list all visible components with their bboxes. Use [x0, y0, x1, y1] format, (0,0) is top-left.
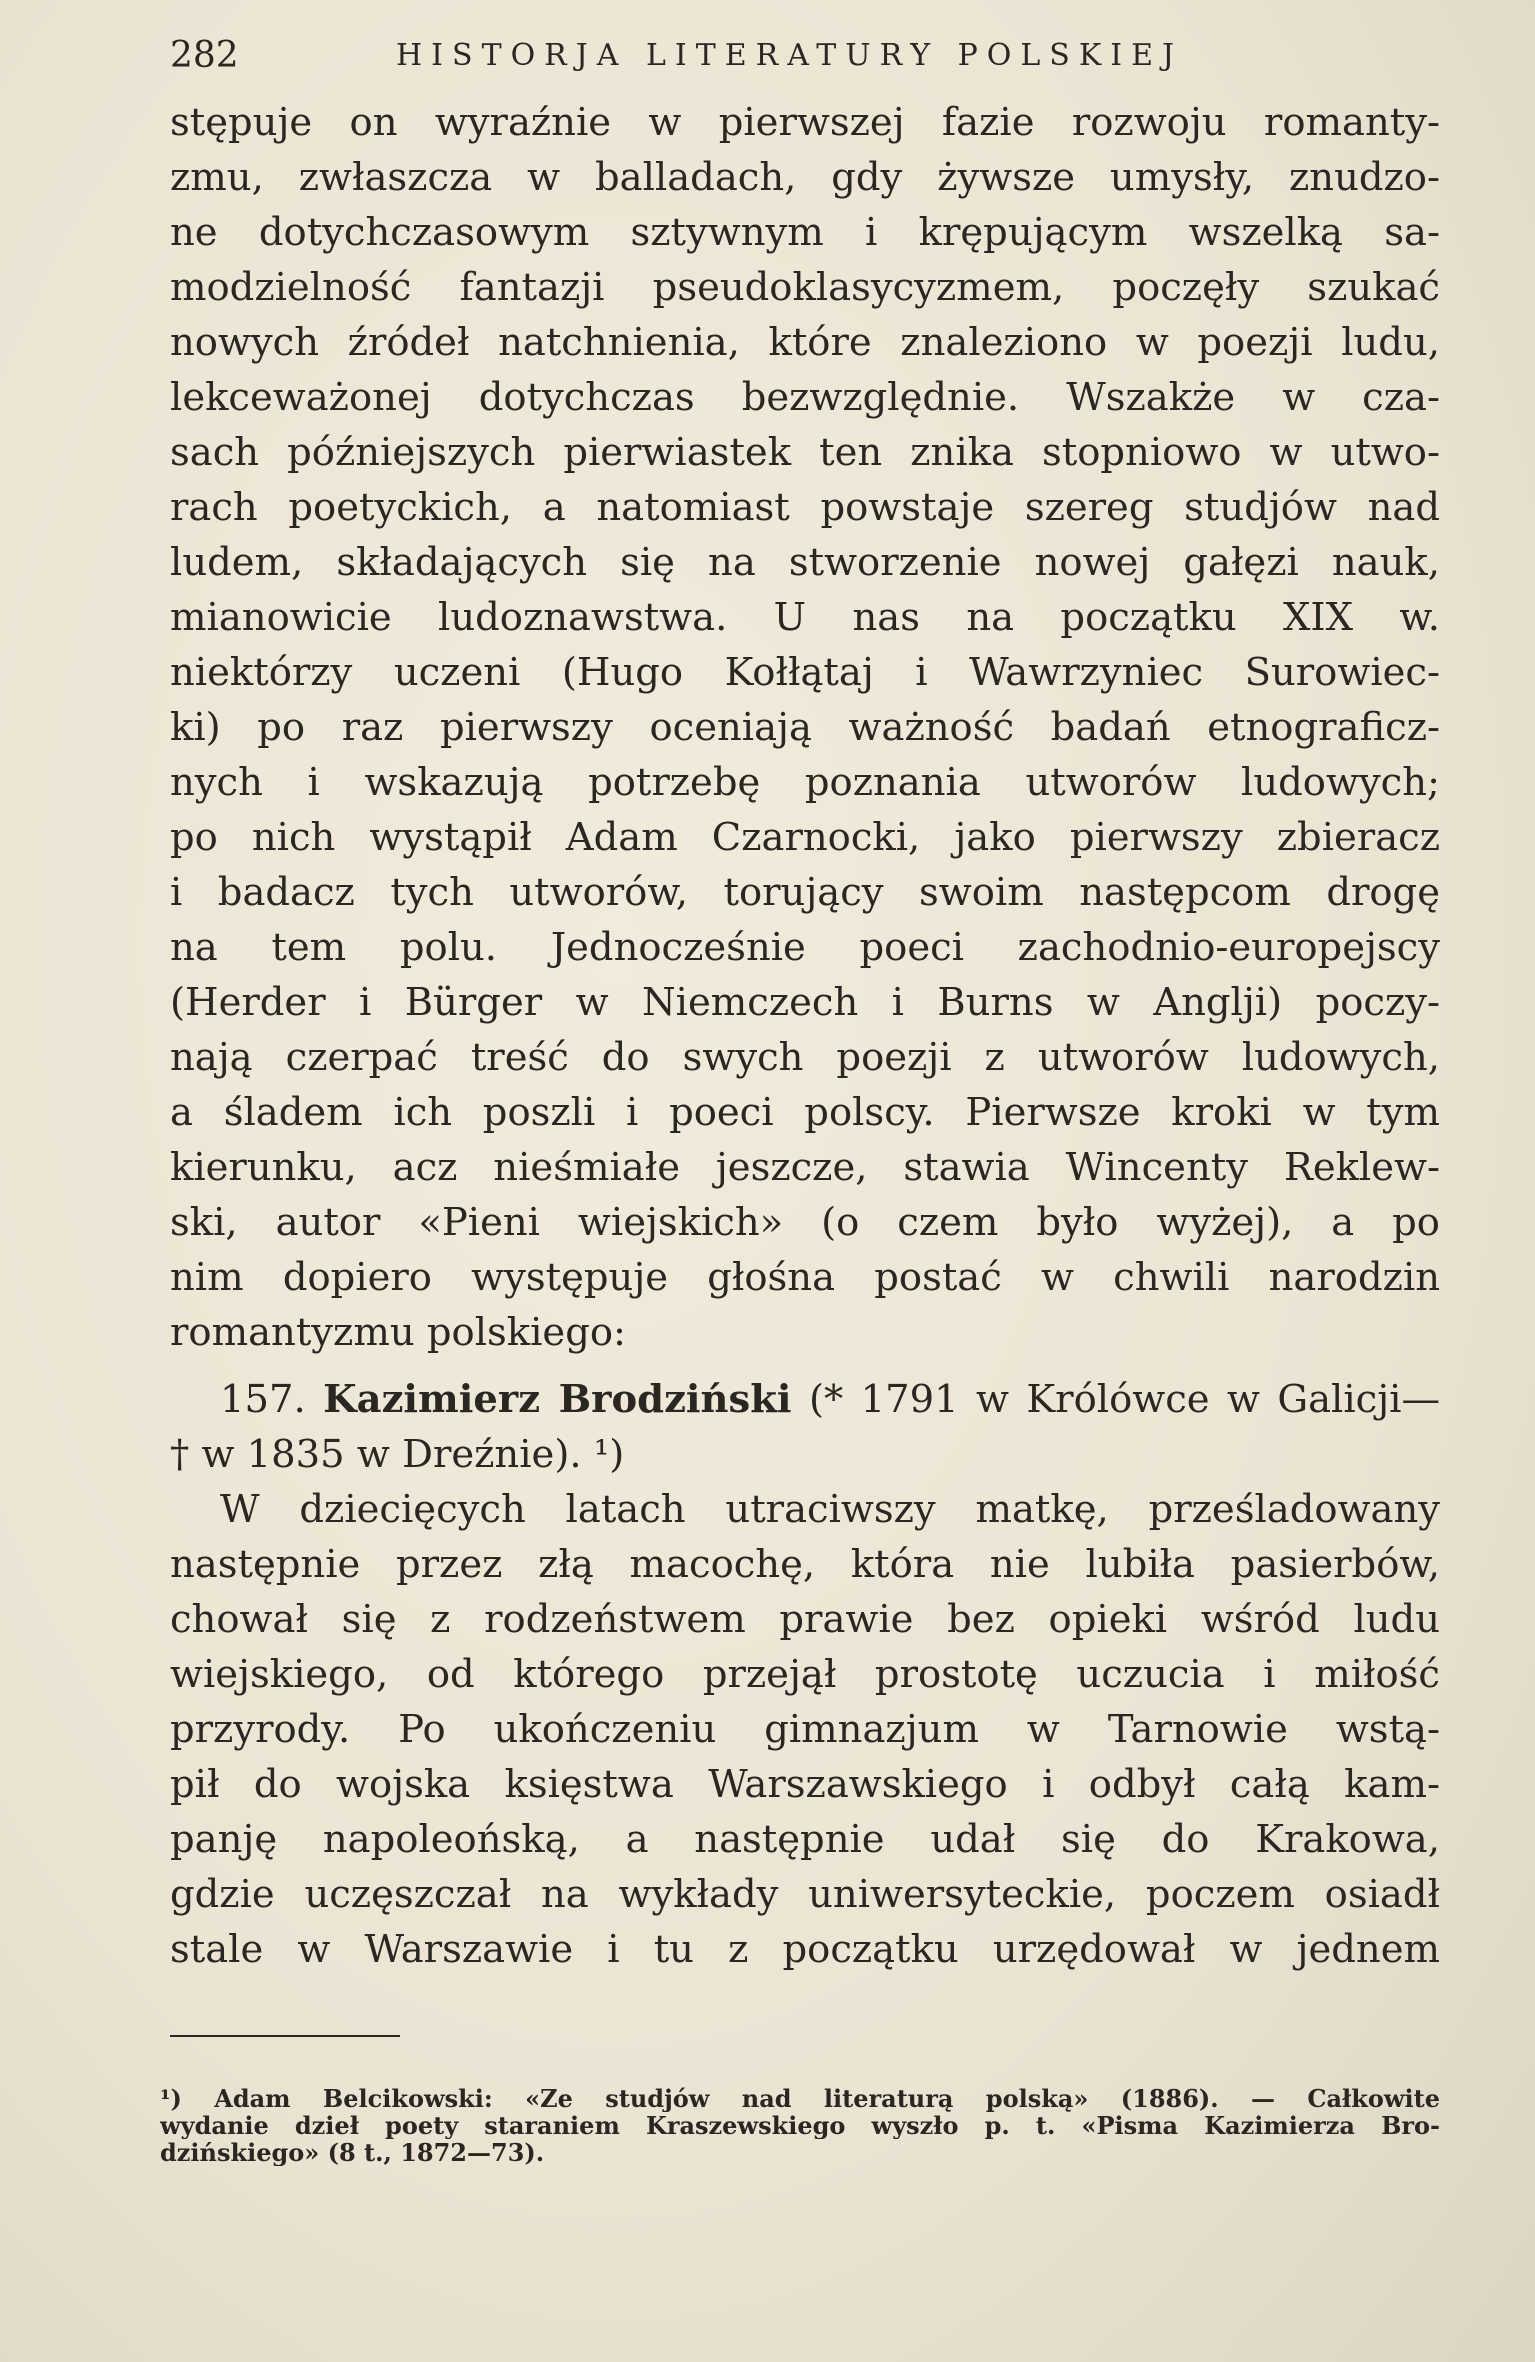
footnote-line: dzińskiego» (8 t., 1872—73).	[160, 2139, 545, 2166]
text-line: i badacz tych utworów, torujący swoim następcom drogę	[170, 870, 1440, 915]
text-line: a śladem ich poszli i poeci polscy. Pierwsze kroki w tym	[170, 1090, 1440, 1135]
text-line: ski, autor «Pieni wiejskich» (o czem było wyżej), a po	[170, 1200, 1440, 1245]
text-line: nim dopiero występuje głośna postać w chwili narodzin	[170, 1255, 1440, 1300]
text-line: ki) po raz pierwszy oceniają ważność badań etnograficz-	[170, 705, 1440, 750]
text-line: sach późniejszych pierwiastek ten znika stopniowo w utwo-	[170, 430, 1440, 475]
page-number: 282	[170, 34, 239, 76]
text-line: stępuje on wyraźnie w pierwszej fazie rozwoju romanty-	[170, 100, 1440, 145]
text-line: W dziecięcych latach utraciwszy matkę, prześladowany	[220, 1487, 1440, 1532]
text-line: chował się z rodzeństwem prawie bez opieki wśród ludu	[170, 1597, 1440, 1642]
text-line: rach poetyckich, a natomiast powstaje szereg studjów nad	[170, 485, 1440, 530]
text-line: kierunku, acz nieśmiałe jeszcze, stawia Wincenty Reklew-	[170, 1145, 1440, 1190]
text-line: mianowicie ludoznawstwa. U nas na początku XIX w.	[170, 595, 1440, 640]
entry-name: Kazimierz Brodziński	[323, 1377, 792, 1422]
running-title: HISTORJA LITERATURY POLSKIEJ	[396, 37, 1184, 73]
text-line: (Herder i Bürger w Niemczech i Burns w Anglji) poczy-	[170, 980, 1440, 1025]
text-line: nowych źródeł natchnienia, które znaleziono w poezji ludu,	[170, 320, 1440, 365]
text-line: pił do wojska księstwa Warszawskiego i odbył całą kam-	[170, 1762, 1440, 1807]
text-line: na tem polu. Jednocześnie poeci zachodnio-europejscy	[170, 925, 1440, 970]
footnote-line: ¹) Adam Belcikowski: «Ze studjów nad literaturą polską» (1886). — Całkowite	[160, 2085, 1440, 2112]
text-line: niektórzy uczeni (Hugo Kołłątaj i Wawrzyniec Surowiec-	[170, 650, 1440, 695]
text-line: panję napoleońską, a następnie udał się do Krakowa,	[170, 1817, 1440, 1862]
text-line: romantyzmu polskiego:	[170, 1310, 627, 1355]
text-line: następnie przez złą macochę, która nie lubiła pasierbów,	[170, 1542, 1440, 1587]
text-line: modzielność fantazji pseudoklasycyzmem, poczęły szukać	[170, 265, 1440, 310]
entry-dates: (* 1791 w Królówce w Galicji—	[808, 1377, 1440, 1422]
text-line: ne dotychczasowym sztywnym i krępującym wszelką sa-	[170, 210, 1440, 255]
text-line: nają czerpać treść do swych poezji z utworów ludowych,	[170, 1035, 1440, 1080]
text-line: lekceważonej dotychczas bezwzględnie. Wszakże w cza-	[170, 375, 1440, 420]
footnotes	[160, 2085, 1440, 2166]
entry-heading-line2: † w 1835 w Dreźnie). ¹)	[170, 1432, 625, 1477]
footnote-line: wydanie dzieł poety staraniem Kraszewskiego wyszło p. t. «Pisma Kazimierza Bro-	[160, 2112, 1440, 2139]
entry-number: 157.	[220, 1377, 306, 1422]
page-header	[170, 30, 1460, 80]
main-text	[170, 95, 1440, 1977]
text-line: nych i wskazują potrzebę poznania utworów ludowych;	[170, 760, 1440, 805]
text-line: po nich wystąpił Adam Czarnocki, jako pierwszy zbieracz	[170, 815, 1440, 860]
footnote-divider	[170, 2035, 400, 2037]
entry-heading	[170, 1372, 1440, 1427]
text-line: gdzie uczęszczał na wykłady uniwersyteckie, poczem osiadł	[170, 1872, 1440, 1917]
text-line: wiejskiego, od którego przejął prostotę uczucia i miłość	[170, 1652, 1440, 1697]
text-line: stale w Warszawie i tu z początku urzędował w jednem	[170, 1927, 1440, 1972]
text-line: przyrody. Po ukończeniu gimnazjum w Tarnowie wstą-	[170, 1707, 1440, 1752]
text-line: ludem, składających się na stworzenie nowej gałęzi nauk,	[170, 540, 1440, 585]
text-line: zmu, zwłaszcza w balladach, gdy żywsze umysły, znudzo-	[170, 155, 1440, 200]
